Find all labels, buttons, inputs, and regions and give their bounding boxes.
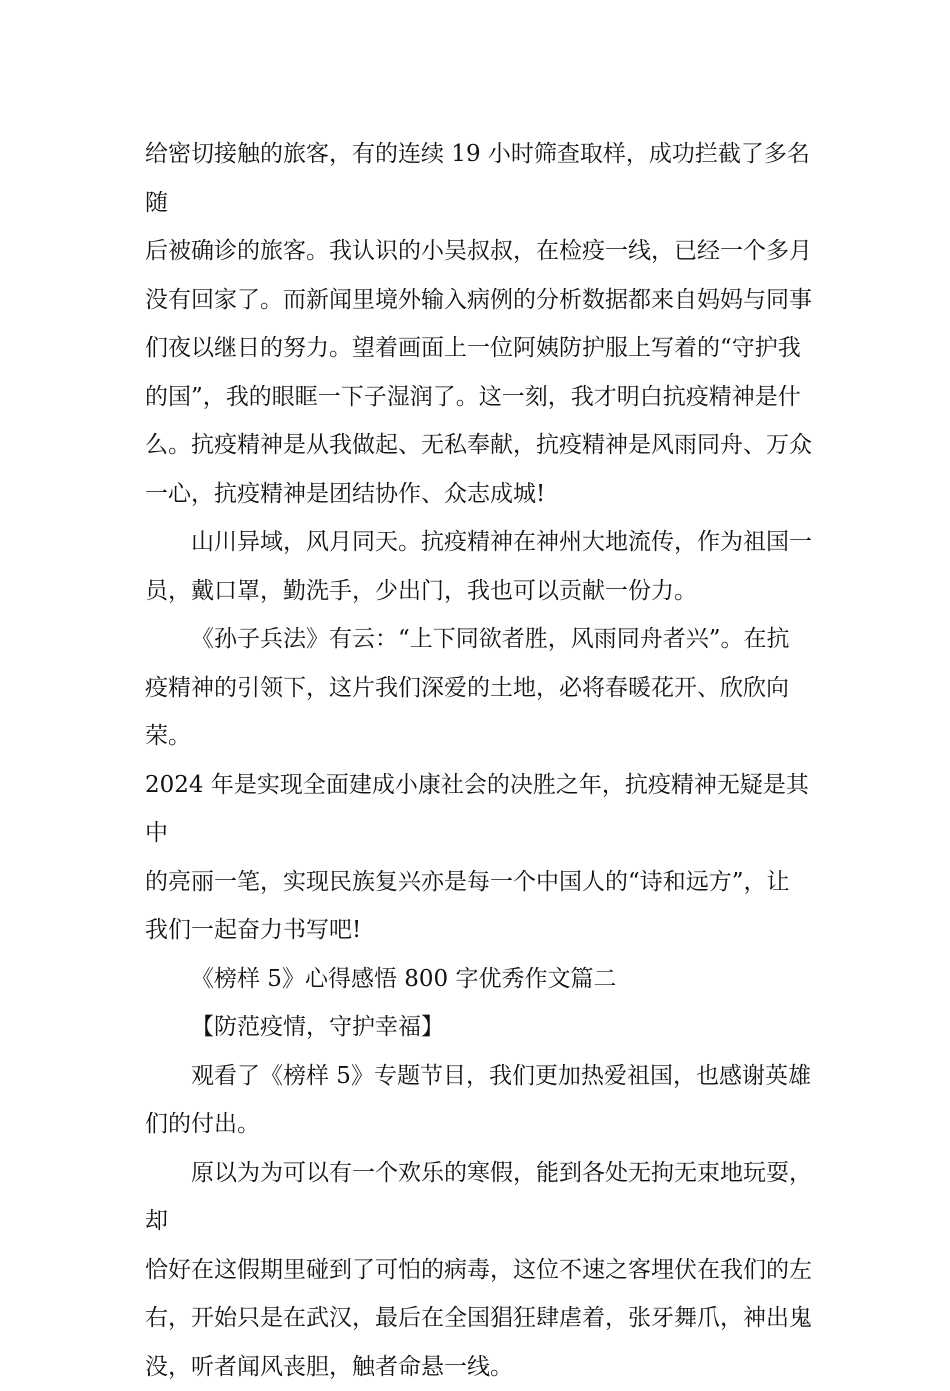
text-line: 疫精神的引领下，这片我们深爱的土地，必将春暖花开、欣欣向荣。 <box>145 675 789 750</box>
text-line: 我们一起奋力书写吧! <box>145 917 361 943</box>
text-line: 没，听者闻风丧胆，触者命悬一线。 <box>145 1354 513 1380</box>
paragraph-4 <box>145 1052 815 1149</box>
paragraph-5 <box>145 1149 815 1391</box>
text-line: 一心，抗疫精神是团结协作、众志成城! <box>145 481 545 507</box>
section-heading <box>145 955 815 1004</box>
paragraph-3 <box>145 615 815 955</box>
text-line: 的亮丽一笔，实现民族复兴亦是每一个中国人的“诗和远方”，让 <box>145 869 790 895</box>
text-line: 原以为为可以有一个欢乐的寒假，能到各处无拘无束地玩耍，却 <box>145 1160 812 1235</box>
text-line: 们的付出。 <box>145 1111 260 1137</box>
document-body <box>145 130 815 1391</box>
paragraph-2 <box>145 518 815 615</box>
title-text: 【防范疫情，守护幸福】 <box>191 1014 444 1040</box>
text-line: 后被确诊的旅客。我认识的小吴叔叔，在检疫一线，已经一个多月 <box>145 238 812 264</box>
heading-text: 《榜样 5》心得感悟 800 字优秀作文篇二 <box>191 966 616 992</box>
text-line: 没有回家了。而新闻里境外输入病例的分析数据都来自妈妈与同事 <box>145 287 812 313</box>
text-line: 山川异域，风月同天。抗疫精神在神州大地流传，作为祖国一 <box>191 529 812 555</box>
text-line: 的国”，我的眼眶一下子湿润了。这一刻，我才明白抗疫精神是什 <box>145 384 801 410</box>
text-line: 《孙子兵法》有云：“上下同欲者胜，风雨同舟者兴”。在抗 <box>191 626 790 652</box>
text-line: 们夜以继日的努力。望着画面上一位阿姨防护服上写着的“守护我 <box>145 335 801 361</box>
text-line: 右，开始只是在武汉，最后在全国猖狂肆虐着，张牙舞爪，神出鬼 <box>145 1305 812 1331</box>
paragraph-1 <box>145 130 815 518</box>
text-line: 2024 年是实现全面建成小康社会的决胜之年，抗疫精神无疑是其中 <box>145 772 809 847</box>
text-line: 么。抗疫精神是从我做起、无私奉献，抗疫精神是风雨同舟、万众 <box>145 432 812 458</box>
text-line: 员，戴口罩，勤洗手，少出门，我也可以贡献一份力。 <box>145 578 697 604</box>
text-line: 观看了《榜样 5》专题节目，我们更加热爱祖国，也感谢英雄 <box>191 1063 811 1089</box>
text-line: 恰好在这假期里碰到了可怕的病毒，这位不速之客埋伏在我们的左 <box>145 1257 812 1283</box>
text-line: 给密切接触的旅客，有的连续 19 小时筛查取样，成功拦截了多名随 <box>145 141 810 216</box>
essay-title <box>145 1003 815 1052</box>
